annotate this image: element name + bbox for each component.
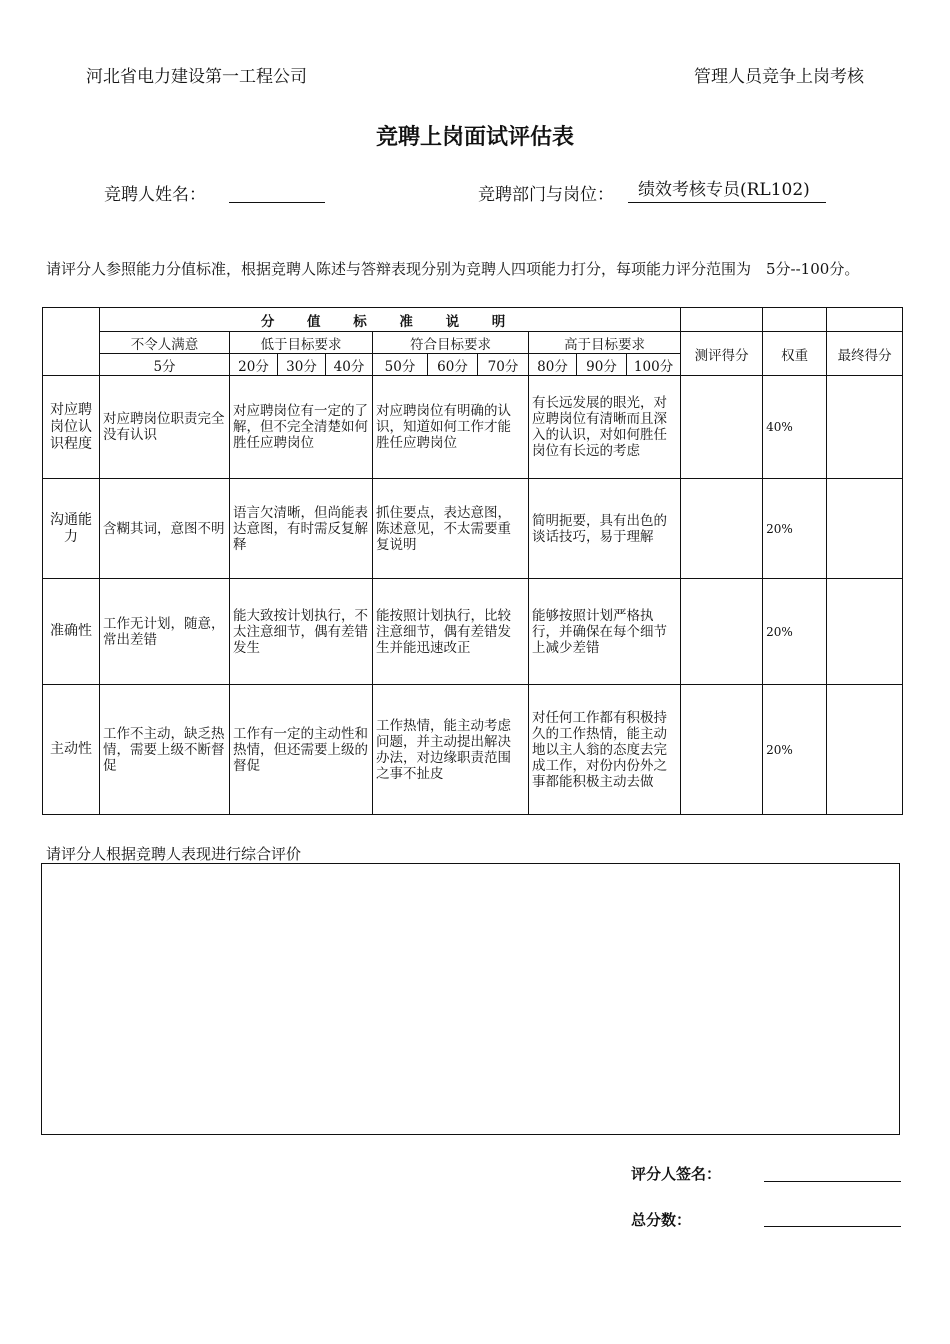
desc-meets-target: 工作热情，能主动考虑问题，并主动提出解决办法，对边缘职责范围之事不扯皮 — [373, 685, 529, 815]
blank-header-cell — [763, 308, 827, 332]
ability-label: 主动性 — [43, 685, 100, 815]
form-subtitle: 管理人员竞争上岗考核 — [694, 67, 864, 87]
table-row — [43, 685, 903, 815]
standard-header: 分 值 标 准 说 明 — [100, 308, 681, 332]
desc-unsatisfactory: 工作无计划，随意，常出差错 — [100, 579, 230, 685]
desc-above-target: 对任何工作都有积极持久的工作热情，能主动地以主人翁的态度去完成工作，对份内份外之事都能积极主动去做 — [529, 685, 681, 815]
level-unsatisfactory: 不令人满意 — [100, 332, 230, 354]
level-below-target: 低于目标要求 — [230, 332, 373, 354]
weight-value: 20% — [763, 479, 827, 579]
score-input[interactable] — [681, 579, 763, 685]
score-point: 70分 — [478, 354, 529, 376]
company-name: 河北省电力建设第一工程公司 — [86, 67, 307, 87]
score-point: 80分 — [529, 354, 577, 376]
desc-meets-target: 对应聘岗位有明确的认识，知道如何工作才能胜任应聘岗位 — [373, 376, 529, 479]
evaluation-table — [42, 307, 903, 815]
blank-header-cell — [827, 308, 903, 332]
table-row — [43, 479, 903, 579]
total-score-field[interactable] — [764, 1226, 901, 1227]
level-above-target: 高于目标要求 — [529, 332, 681, 354]
final-score-input[interactable] — [827, 376, 903, 479]
score-point: 40分 — [326, 354, 373, 376]
desc-below-target: 能大致按计划执行，不太注意细节，偶有差错发生 — [230, 579, 373, 685]
signature-label: 评分人签名： — [631, 1165, 722, 1183]
score-point: 5分 — [100, 354, 230, 376]
col-weight-header: 权重 — [763, 332, 827, 376]
desc-unsatisfactory: 工作不主动，缺乏热情，需要上级不断督促 — [100, 685, 230, 815]
col-score-header: 测评得分 — [681, 332, 763, 376]
score-point: 30分 — [278, 354, 326, 376]
score-input[interactable] — [681, 479, 763, 579]
score-point: 90分 — [577, 354, 627, 376]
dept-position-field[interactable]: 绩效考核专员(RL102) — [628, 178, 826, 203]
desc-meets-target: 抓住要点，表达意图，陈述意见，不太需要重复说明 — [373, 479, 529, 579]
score-point: 20分 — [230, 354, 278, 376]
score-input[interactable] — [681, 376, 763, 479]
weight-value: 20% — [763, 685, 827, 815]
desc-below-target: 对应聘岗位有一定的了解，但不完全清楚如何胜任应聘岗位 — [230, 376, 373, 479]
total-score-label: 总分数： — [631, 1211, 692, 1229]
score-input[interactable] — [681, 685, 763, 815]
score-point: 100分 — [627, 354, 681, 376]
col-final-header: 最终得分 — [827, 332, 903, 376]
corner-cell — [43, 308, 100, 376]
candidate-name-label: 竞聘人姓名： — [104, 185, 206, 205]
score-point: 60分 — [428, 354, 478, 376]
final-score-input[interactable] — [827, 579, 903, 685]
final-score-input[interactable] — [827, 479, 903, 579]
blank-header-cell — [681, 308, 763, 332]
desc-above-target: 简明扼要，具有出色的谈话技巧，易于理解 — [529, 479, 681, 579]
ability-label: 准确性 — [43, 579, 100, 685]
weight-value: 40% — [763, 376, 827, 479]
desc-meets-target: 能按照计划执行，比较注意细节，偶有差错发生并能迅速改正 — [373, 579, 529, 685]
ability-label: 对应聘岗位认识程度 — [43, 376, 100, 479]
desc-below-target: 工作有一定的主动性和热情，但还需要上级的督促 — [230, 685, 373, 815]
final-score-input[interactable] — [827, 685, 903, 815]
comment-textarea[interactable] — [41, 863, 900, 1135]
desc-above-target: 有长远发展的眼光，对应聘岗位有清晰而且深入的认识，对如何胜任岗位有长远的考虑 — [529, 376, 681, 479]
score-point: 50分 — [373, 354, 428, 376]
weight-value: 20% — [763, 579, 827, 685]
instruction-text: 请评分人参照能力分值标准，根据竞聘人陈述与答辩表现分别为竞聘人四项能力打分，每项能力评分范围为 5分--100分。 — [46, 260, 860, 278]
candidate-name-field[interactable] — [229, 202, 325, 203]
dept-position-label: 竞聘部门与岗位： — [478, 185, 614, 205]
table-row — [43, 579, 903, 685]
desc-below-target: 语言欠清晰，但尚能表达意图，有时需反复解释 — [230, 479, 373, 579]
desc-unsatisfactory: 对应聘岗位职责完全没有认识 — [100, 376, 230, 479]
level-meets-target: 符合目标要求 — [373, 332, 529, 354]
table-row — [43, 376, 903, 479]
ability-label: 沟通能力 — [43, 479, 100, 579]
signature-field[interactable] — [764, 1181, 901, 1182]
desc-above-target: 能够按照计划严格执行，并确保在每个细节上减少差错 — [529, 579, 681, 685]
comment-label: 请评分人根据竞聘人表现进行综合评价 — [46, 845, 302, 863]
desc-unsatisfactory: 含糊其词，意图不明 — [100, 479, 230, 579]
page-title: 竞聘上岗面试评估表 — [375, 124, 574, 150]
